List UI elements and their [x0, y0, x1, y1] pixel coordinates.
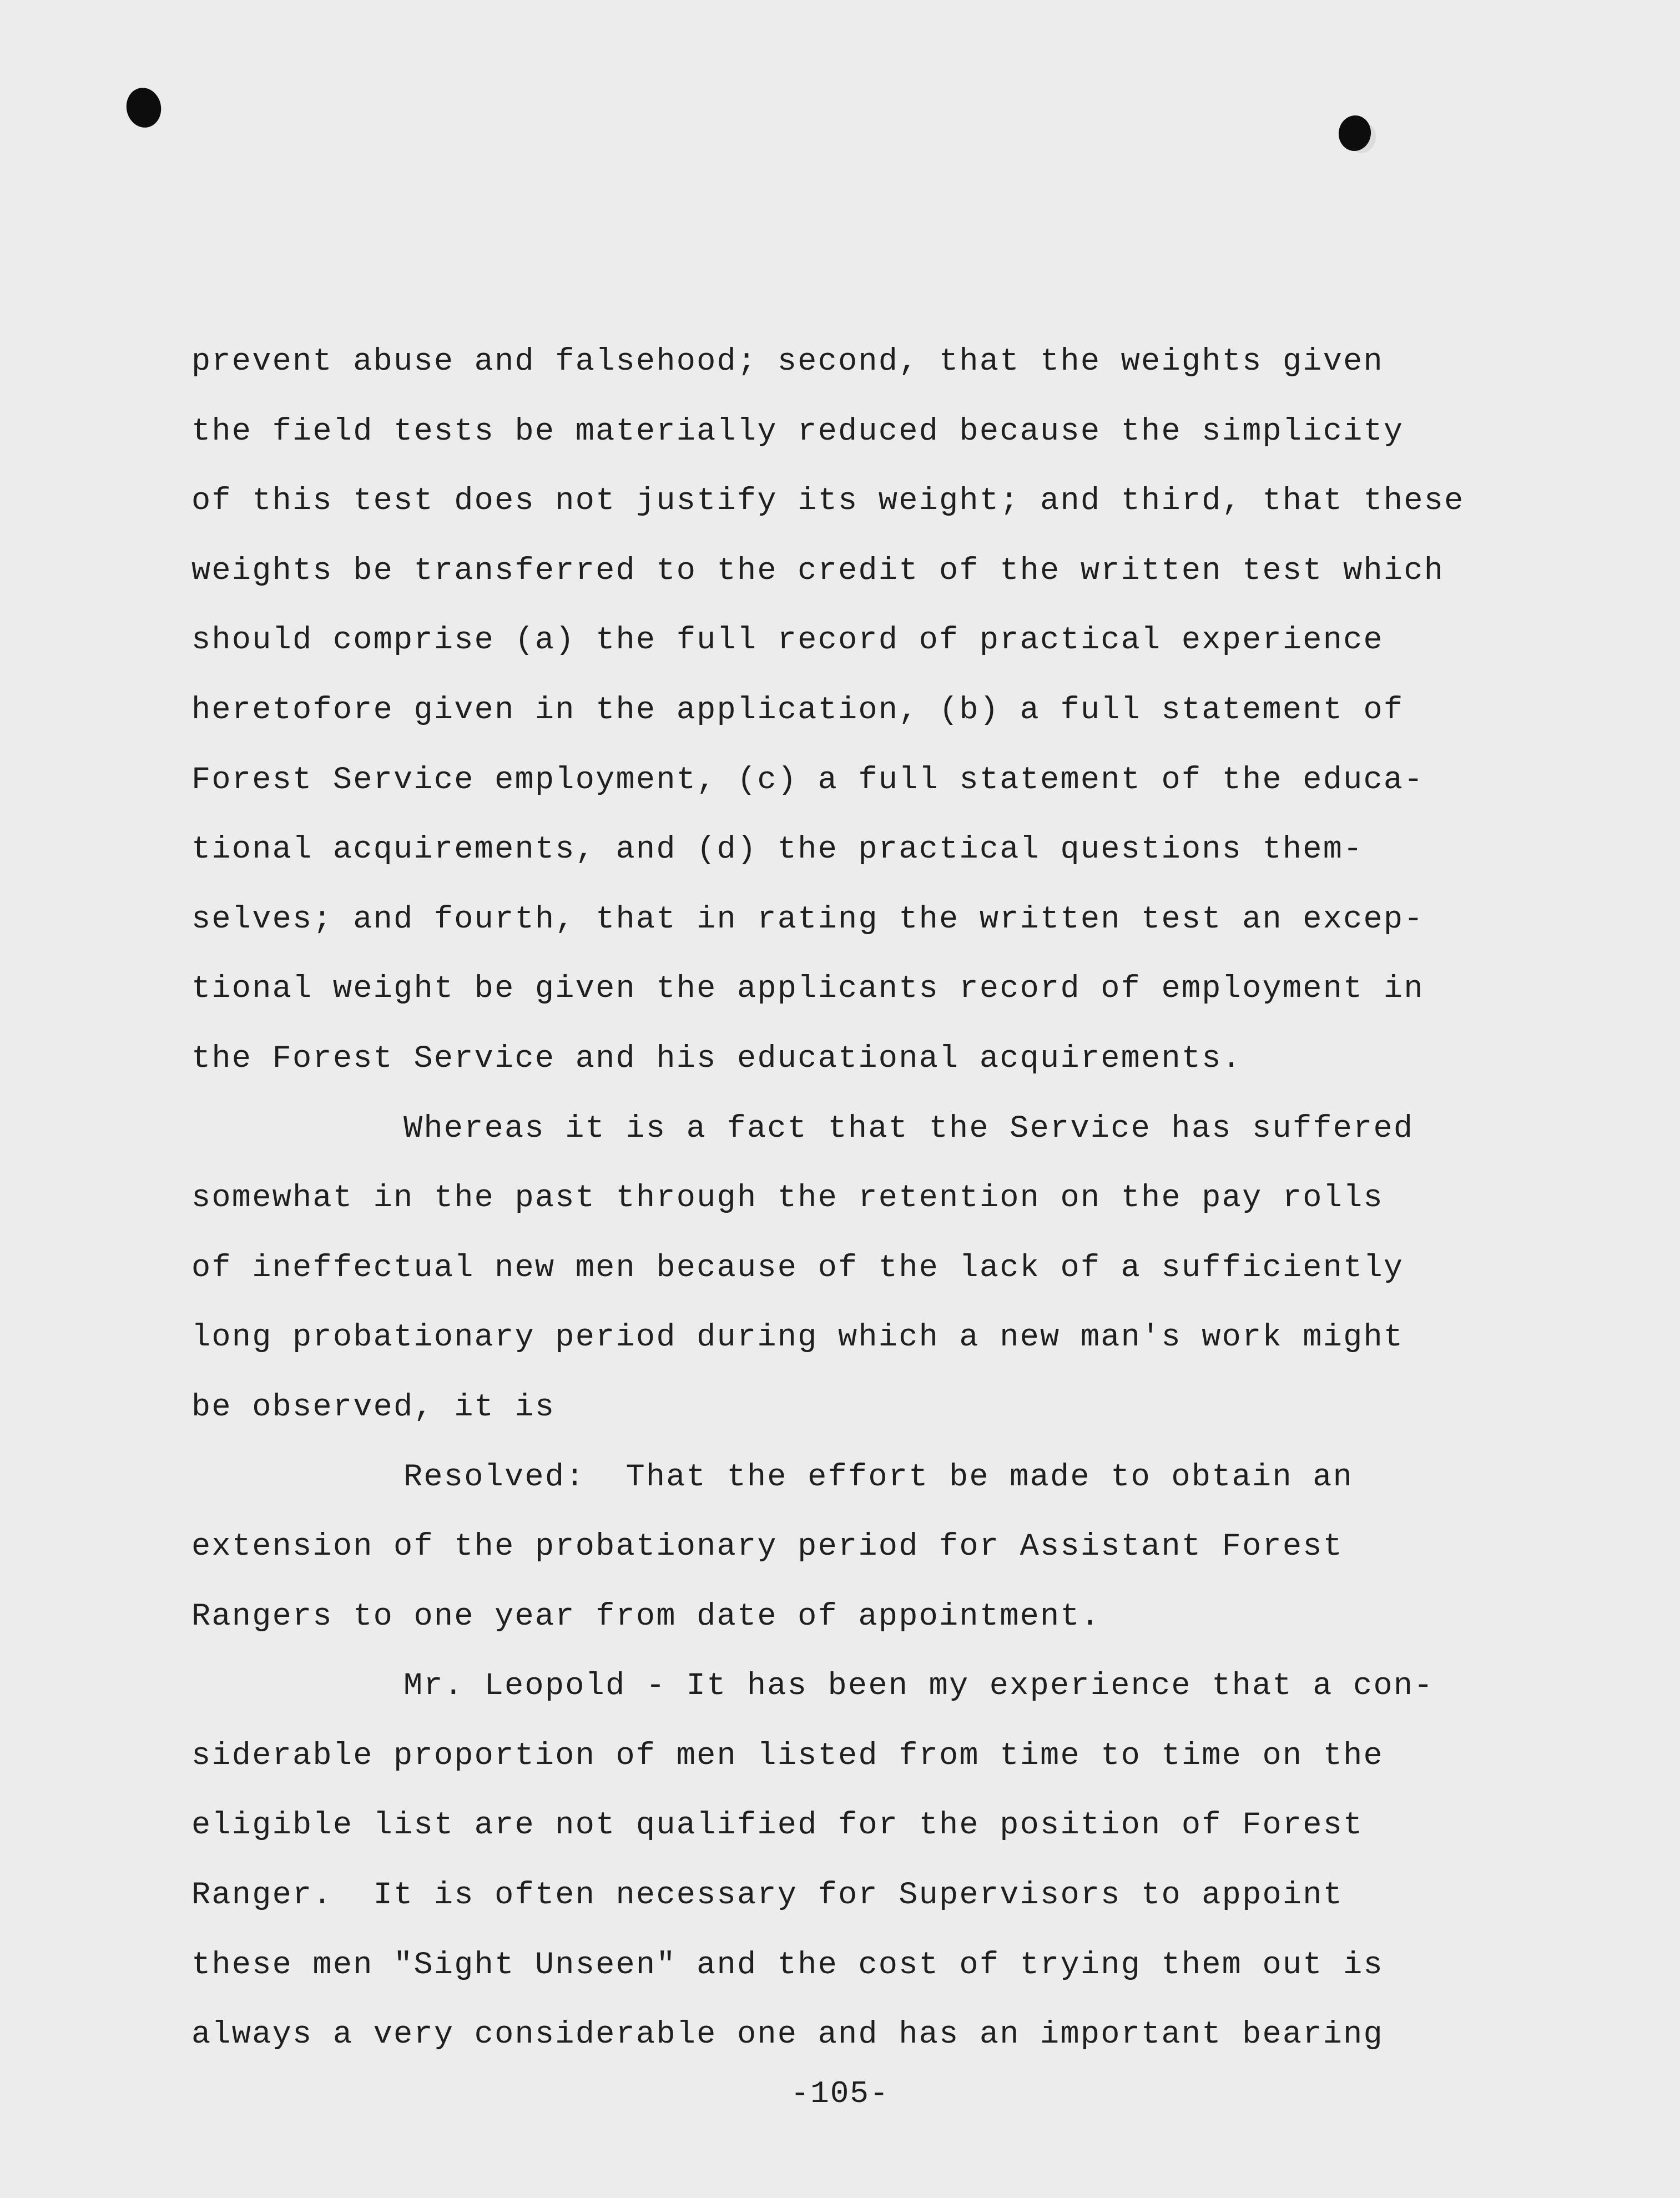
text-line: prevent abuse and falsehood; second, that the weights given: [191, 344, 1384, 380]
page-number: -105-: [790, 2076, 890, 2111]
punch-hole-left: [123, 84, 165, 130]
paragraph-start-line: Whereas it is a fact that the Service has suffered: [403, 1111, 1414, 1147]
text-line: heretofore given in the application, (b) a full statement of: [191, 692, 1404, 728]
text-line: long probationary period during which a new man's work might: [191, 1320, 1404, 1356]
text-line: always a very considerable one and has an important bearing: [191, 2017, 1384, 2053]
text-line: these men "Sight Unseen" and the cost of trying them out is: [191, 1947, 1384, 1983]
text-line: eligible list are not qualified for the position of Forest: [191, 1808, 1364, 1844]
paragraph-start-line: Mr. Leopold - It has been my experience that a con-: [403, 1668, 1434, 1705]
text-line: Rangers to one year from date of appointment.: [191, 1599, 1101, 1635]
text-line: be observed, it is: [191, 1389, 556, 1425]
text-line: extension of the probationary period for Assistant Forest: [191, 1529, 1344, 1565]
text-line: the field tests be materially reduced because the simplicity: [191, 414, 1404, 450]
text-line: should comprise (a) the full record of practical experience: [191, 623, 1384, 659]
text-line: of this test does not justify its weight; and third, that these: [191, 483, 1465, 520]
paragraph-start-line: Resolved: That the effort be made to obtain an: [403, 1459, 1354, 1495]
text-line: tional weight be given the applicants record of employment in: [191, 971, 1424, 1007]
text-line: of ineffectual new men because of the lack of a sufficiently: [191, 1250, 1404, 1286]
text-line: selves; and fourth, that in rating the written test an excep-: [191, 901, 1424, 937]
text-line: tional acquirements, and (d) the practical questions them-: [191, 832, 1364, 868]
body-text: [191, 327, 1557, 2070]
text-line: weights be transferred to the credit of the written test which: [191, 553, 1445, 589]
text-line: Forest Service employment, (c) a full statement of the educa-: [191, 762, 1424, 798]
text-line: somewhat in the past through the retention on the pay rolls: [191, 1181, 1384, 1217]
text-line: the Forest Service and his educational acquirements.: [191, 1041, 1243, 1077]
text-line: Ranger. It is often necessary for Supervisors to appoint: [191, 1878, 1344, 1914]
punch-hole-right: [1336, 113, 1373, 153]
text-line: siderable proportion of men listed from time to time on the: [191, 1738, 1384, 1774]
